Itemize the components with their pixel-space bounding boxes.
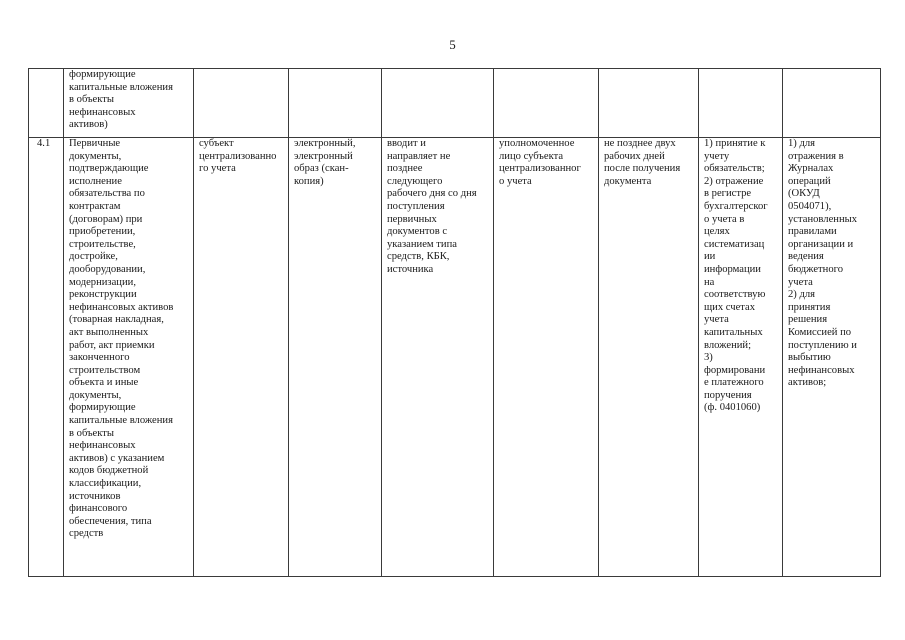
action-cell: вводит и направляет не позднее следующего рабочего дня со дня поступления первичных документов с указанием типа средств, КБК, источника <box>382 138 494 577</box>
recipient-cell: уполномоченное лицо субъекта централизованног о учета <box>494 138 599 577</box>
row-number-cell <box>29 69 64 138</box>
action-cell <box>382 69 494 138</box>
purpose-cell: 1) для отражения в Журналах операций (ОКУД 0504071), установленных правилами организации и ведения бюджетного учета 2) для принятия решения Комиссией по поступлению и выбытию нефинансовых активов; <box>783 138 881 577</box>
deadline-cell: не позднее двух рабочих дней после получения документа <box>599 138 699 577</box>
processing-cell <box>699 69 783 138</box>
format-cell <box>289 69 382 138</box>
creator-cell: субъект централизованно го учета <box>194 138 289 577</box>
row-number-cell: 4.1 <box>29 138 64 577</box>
creator-cell <box>194 69 289 138</box>
document-table <box>28 68 881 577</box>
page-number: 5 <box>449 37 456 52</box>
deadline-cell <box>599 69 699 138</box>
document-name-cell: Первичные документы, подтверждающие исполнение обязательства по контрактам (договорам) при приобретении, строительстве, достройке, дооборудовании, модернизации, реконструкции нефинансовых активов (товарная накладная, акт выполненных работ, акт приемки законченного строительством объекта и иные документы, формирующие капитальные вложения в объекты нефинансовых активов) с указанием кодов бюджетной классификации, источников финансового обеспечения, типа средств <box>64 138 194 577</box>
format-cell: электронный, электронный образ (скан- копия) <box>289 138 382 577</box>
processing-cell: 1) принятие к учету обязательств; 2) отражение в регистре бухгалтерског о учета в целях систематизац ии информации на соответствую щих счетах учета капитальных вложений; 3) формировани е платежного поручения (ф. 0401060) <box>699 138 783 577</box>
purpose-cell <box>783 69 881 138</box>
document-name-cell: формирующие капитальные вложения в объекты нефинансовых активов) <box>64 69 194 138</box>
table-row <box>29 69 881 138</box>
table-row <box>29 138 881 577</box>
recipient-cell <box>494 69 599 138</box>
